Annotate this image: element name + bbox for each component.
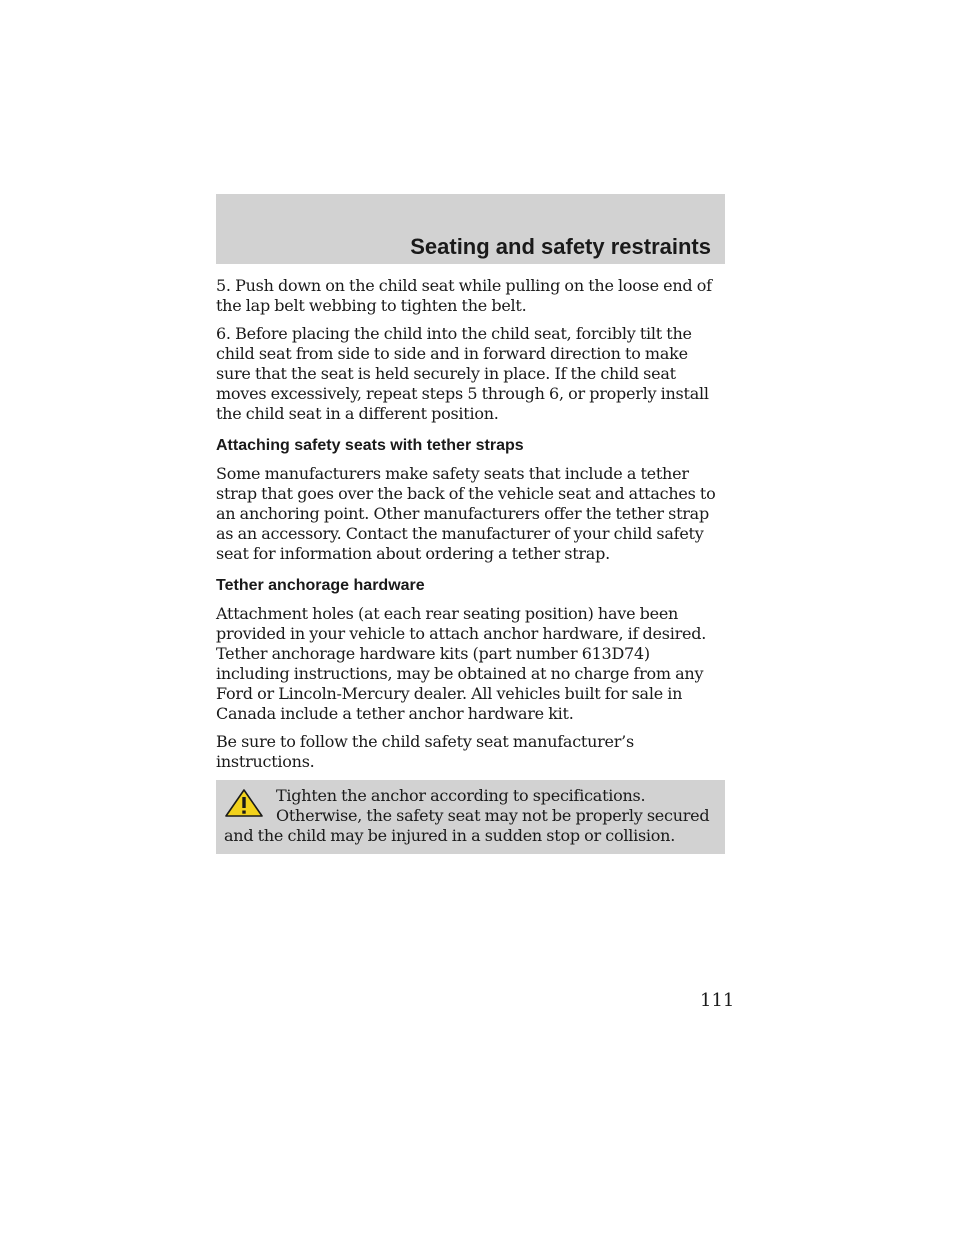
warning-triangle-icon [224, 788, 264, 818]
page-content [216, 276, 725, 854]
section-header-band [216, 194, 725, 264]
step-5-paragraph: 5. Push down on the child seat while pulling on the loose end of the lap belt webbing to tighten the belt. [216, 276, 712, 315]
page-number: 111 [700, 990, 735, 1011]
step-6-paragraph: 6. Before placing the child into the child seat, forcibly tilt the child seat from side to side and in forward direction to make sure that the seat is held securely in place. If the child seat moves excessively, repeat steps 5 through 6, or properly install the child seat in a different position. [216, 324, 709, 423]
tether-straps-paragraph: Some manufacturers make safety seats that include a tether strap that goes over the back of the vehicle seat and attaches to an anchoring point. Other manufacturers offer the tether strap as an accessory. Contact the manufacturer of your child safety seat for information about ordering a tether strap. [216, 464, 716, 563]
section-title: Seating and safety restraints [410, 234, 711, 259]
tether-straps-heading: Attaching safety seats with tether straps [216, 437, 524, 454]
tether-hardware-paragraph: Attachment holes (at each rear seating position) have been provided in your vehicle to attach anchor hardware, if desired. Tether anchorage hardware kits (part number 613D74) including instructions, may be obtained at no charge from any Ford or Lincoln-Mercury dealer. All vehicles built for sale in Canada include a tether anchor hardware kit. [216, 604, 707, 723]
warning-box [216, 780, 725, 854]
warning-text: Tighten the anchor according to specifications. Otherwise, the safety seat may not be properly secured and the child may be injured in a sudden stop or collision. [224, 786, 710, 845]
tether-hardware-heading: Tether anchorage hardware [216, 577, 425, 594]
follow-instructions-paragraph: Be sure to follow the child safety seat manufacturer’s instructions. [216, 732, 634, 771]
